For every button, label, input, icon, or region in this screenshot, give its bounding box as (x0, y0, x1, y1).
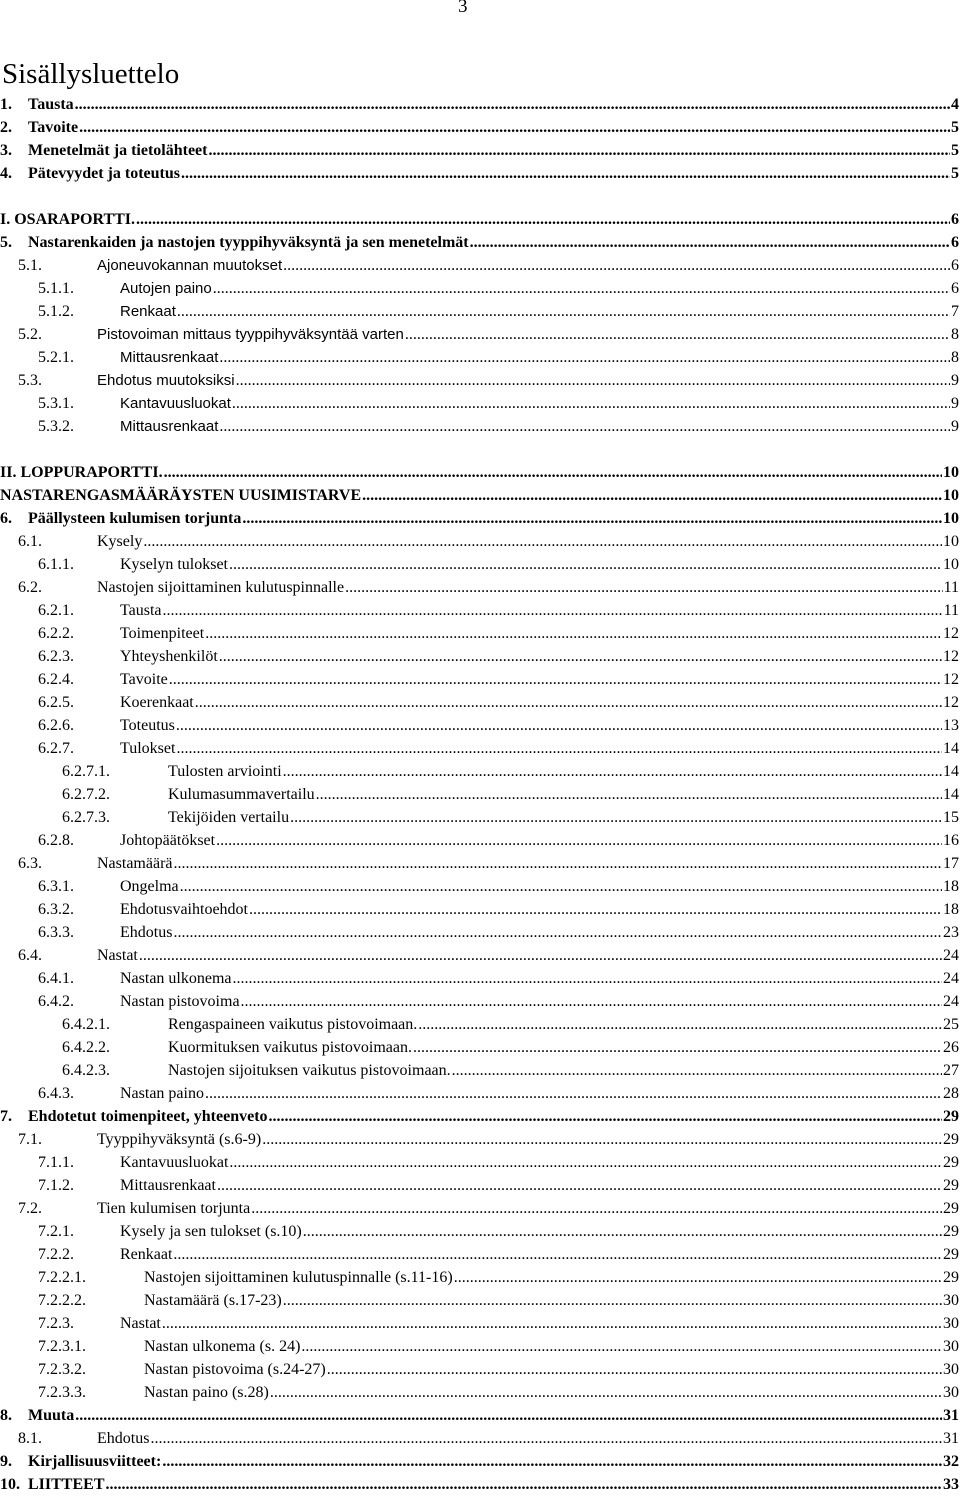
toc-entry-title: Kulumasummavertailu (168, 786, 315, 803)
toc-entry-page: 30 (943, 1338, 959, 1355)
toc-entry-number: 3. (0, 142, 12, 159)
toc-entry-title: Kuormituksen vaikutus pistovoimaan. (168, 1039, 412, 1056)
toc-entry-title: Ehdotetut toimenpiteet, yhteenveto (28, 1108, 268, 1125)
toc-entry-page: 30 (943, 1292, 959, 1309)
toc-entry[interactable] (0, 993, 959, 1016)
toc-entry[interactable] (0, 1338, 959, 1361)
toc-leader-dots (418, 1016, 942, 1034)
toc-entry-number: 6.2.8. (38, 832, 74, 849)
toc-entry-page: 7 (951, 303, 959, 320)
toc-entry-number: 6.2.7. (38, 740, 74, 757)
toc-entry[interactable] (0, 119, 959, 142)
toc-entry[interactable] (0, 1453, 959, 1476)
toc-entry-number: 6.2.5. (38, 694, 74, 711)
toc-entry-number: 7.2.3.3. (38, 1384, 86, 1401)
toc-leader-dots (79, 119, 950, 137)
toc-leader-dots (181, 165, 950, 183)
toc-entry-page: 18 (943, 901, 959, 918)
toc-entry-page: 32 (943, 1453, 959, 1470)
toc-entry-title: Nastarenkaiden ja nastojen tyyppihyväksyntä ja sen menetelmät (28, 234, 469, 251)
toc-entry-title: NASTARENGASMÄÄRÄYSTEN UUSIMISTARVE (0, 487, 362, 504)
toc-leader-dots (177, 303, 950, 321)
toc-entry[interactable] (0, 579, 959, 602)
toc-leader-dots (413, 1039, 942, 1057)
toc-entry-number: 5.3.2. (38, 418, 74, 435)
toc-entry-title: Ehdotus (120, 924, 173, 941)
toc-entry-number: 6.4. (18, 947, 42, 964)
toc-leader-dots (454, 1269, 942, 1287)
toc-entry[interactable] (0, 1476, 959, 1499)
toc-leader-dots (270, 1384, 942, 1402)
toc-entry-title: Nastat (97, 947, 138, 964)
toc-entry-title: Toteutus (120, 717, 175, 734)
toc-entry-title: Kysely ja sen tulokset (s.10) (120, 1223, 302, 1240)
toc-leader-dots (262, 1131, 942, 1149)
toc-entry[interactable] (0, 625, 959, 648)
toc-entry-number: 5.1.1. (38, 280, 74, 297)
toc-entry-title: Nastojen sijoittaminen kulutuspinnalle (97, 579, 345, 596)
toc-entry-page: 30 (943, 1384, 959, 1401)
toc-leader-dots (316, 786, 942, 804)
toc-entry-title: Kirjallisuusviitteet: (28, 1453, 162, 1470)
toc-entry[interactable] (0, 717, 959, 740)
toc-entry-number: 6.4.2.1. (62, 1016, 110, 1033)
toc-entry-page: 8 (951, 326, 959, 343)
toc-entry-page: 5 (951, 119, 959, 136)
toc-leader-dots (269, 1108, 942, 1126)
toc-entry[interactable] (0, 395, 959, 418)
toc-entry-page: 29 (943, 1154, 959, 1171)
toc-entry-title: Tyyppihyväksyntä (s.6-9) (97, 1131, 262, 1148)
toc-entry-page: 23 (943, 924, 959, 941)
toc-leader-dots (143, 533, 942, 551)
toc-entry-title: Tausta (28, 96, 74, 113)
toc-leader-dots (219, 349, 950, 367)
toc-entry-number: 7. (0, 1108, 12, 1125)
toc-entry[interactable] (0, 832, 959, 855)
toc-entry-title: Nastan paino (s.28) (144, 1384, 269, 1401)
toc-entry[interactable] (0, 1177, 959, 1200)
toc-entry-number: 7.2.3. (38, 1315, 74, 1332)
toc-entry-page: 24 (943, 947, 959, 964)
toc-leader-dots (174, 855, 942, 873)
toc-entry-number: 6.4.1. (38, 970, 74, 987)
toc-entry[interactable] (0, 878, 959, 901)
toc-leader-dots (216, 832, 942, 850)
toc-entry-title: Nastat (120, 1315, 161, 1332)
toc-entry-number: 1. (0, 96, 12, 113)
toc-entry-title: I. OSARAPORTTI. (0, 211, 136, 228)
toc-entry-number: 6.2.6. (38, 717, 74, 734)
toc-entry-title: Nastojen sijoituksen vaikutus pistovoimaan. (168, 1062, 451, 1079)
toc-entry-title: Rengaspaineen vaikutus pistovoimaan. (168, 1016, 418, 1033)
toc-leader-dots (242, 510, 942, 528)
toc-entry[interactable] (0, 1361, 959, 1384)
toc-entry-number: 8.1. (18, 1430, 42, 1447)
toc-entry-number: 7.2.2.1. (38, 1269, 86, 1286)
toc-entry-number: 6.1. (18, 533, 42, 550)
toc-leader-dots (176, 740, 942, 758)
toc-entry-number: 6.4.2.3. (62, 1062, 110, 1079)
toc-entry[interactable] (0, 740, 959, 763)
toc-entry-page: 24 (943, 993, 959, 1010)
toc-leader-dots (241, 993, 942, 1011)
toc-leader-dots (236, 372, 950, 390)
toc-leader-dots (173, 1246, 942, 1264)
toc-leader-dots (283, 763, 942, 781)
toc-entry-number: 6.2.1. (38, 602, 74, 619)
toc-entry-page: 15 (943, 809, 959, 826)
toc-entry-number: 5.3. (18, 372, 42, 389)
toc-leader-dots (301, 1338, 942, 1356)
toc-entry-page: 12 (943, 694, 959, 711)
toc-entry-page: 5 (951, 142, 959, 159)
toc-entry-title: Mittausrenkaat (120, 1177, 216, 1194)
toc-entry-title: LIITTEET (28, 1476, 105, 1493)
toc-entry-number: 9. (0, 1453, 12, 1470)
toc-entry-page: 9 (951, 395, 959, 412)
toc-entry[interactable] (0, 464, 959, 487)
toc-leader-dots (195, 694, 942, 712)
toc-leader-dots (180, 878, 942, 896)
toc-entry[interactable] (0, 1108, 959, 1131)
toc-entry-page: 29 (943, 1269, 959, 1286)
toc-entry-title: Nastamäärä (s.17-23) (144, 1292, 282, 1309)
toc-entry-page: 6 (951, 280, 959, 297)
toc-entry-number: 5.2.1. (38, 349, 74, 366)
toc-entry[interactable] (0, 165, 959, 188)
toc-entry[interactable] (0, 1016, 959, 1039)
toc-entry[interactable] (0, 556, 959, 579)
toc-leader-dots (327, 1361, 942, 1379)
toc-entry-number: 6.1.1. (38, 556, 74, 573)
toc-entry-page: 9 (951, 372, 959, 389)
toc-entry-number: 5. (0, 234, 12, 251)
toc-leader-dots (164, 464, 942, 482)
toc-entry-title: Nastan ulkonema (s. 24) (144, 1338, 301, 1355)
toc-entry-number: 5.3.1. (38, 395, 74, 412)
toc-leader-dots (176, 717, 942, 735)
toc-entry[interactable] (0, 142, 959, 165)
toc-entry[interactable] (0, 1200, 959, 1223)
toc-entry-title: Kysely (97, 533, 143, 550)
toc-leader-dots (219, 418, 950, 436)
toc-entry-number: 6.2.7.2. (62, 786, 110, 803)
toc-leader-dots (169, 671, 942, 689)
toc-entry-number: 6.2.2. (38, 625, 74, 642)
toc-entry-title: Kantavuusluokat (120, 395, 231, 412)
toc-entry-number: 6.4.2.2. (62, 1039, 110, 1056)
toc-entry[interactable] (0, 671, 959, 694)
toc-entry-page: 6 (951, 234, 959, 251)
toc-leader-dots (303, 1223, 942, 1241)
toc-entry-number: 6.2.7.3. (62, 809, 110, 826)
toc-entry-number: 7.1.1. (38, 1154, 74, 1171)
toc-leader-dots (283, 1292, 942, 1310)
toc-entry[interactable] (0, 970, 959, 993)
toc-entry-number: 7.2.3.1. (38, 1338, 86, 1355)
toc-entry-number: 7.2.2.2. (38, 1292, 86, 1309)
toc-entry[interactable] (0, 1154, 959, 1177)
toc-entry[interactable] (0, 533, 959, 556)
toc-entry-number: 6.3.3. (38, 924, 74, 941)
toc-entry-number: 8. (0, 1407, 12, 1424)
toc-entry-number: 6.2.4. (38, 671, 74, 688)
toc-entry-page: 5 (951, 165, 959, 182)
toc-leader-dots (452, 1062, 942, 1080)
toc-leader-dots (139, 947, 942, 965)
toc-entry-page: 13 (943, 717, 959, 734)
toc-entry[interactable] (0, 809, 959, 832)
toc-entry-page: 30 (943, 1315, 959, 1332)
toc-entry-number: 6.4.2. (38, 993, 74, 1010)
toc-entry[interactable] (0, 1384, 959, 1407)
toc-entry-page: 9 (951, 418, 959, 435)
toc-leader-dots (163, 602, 943, 620)
toc-entry-page: 11 (943, 579, 959, 596)
toc-entry[interactable] (0, 947, 959, 970)
toc-entry-page: 31 (943, 1430, 959, 1447)
toc-entry[interactable] (0, 1430, 959, 1453)
toc-entry[interactable] (0, 1085, 959, 1108)
toc-entry-page: 4 (951, 96, 959, 113)
toc-leader-dots (290, 809, 942, 827)
toc-entry[interactable] (0, 901, 959, 924)
toc-entry-title: Autojen paino (120, 280, 212, 297)
toc-entry-page: 16 (943, 832, 959, 849)
toc-entry-number: 7.2.3.2. (38, 1361, 86, 1378)
toc-entry-number: 5.1.2. (38, 303, 74, 320)
toc-entry[interactable] (0, 855, 959, 878)
toc-entry-title: Ehdotusvaihtoehdot (120, 901, 248, 918)
toc-entry-title: Nastamäärä (97, 855, 173, 872)
toc-leader-dots (205, 625, 942, 643)
toc-entry[interactable] (0, 1039, 959, 1062)
toc-entry-page: 28 (943, 1085, 959, 1102)
toc-entry[interactable] (0, 326, 959, 349)
toc-entry-number: 6.2. (18, 579, 42, 596)
toc-entry[interactable] (0, 303, 959, 326)
toc-entry-page: 8 (951, 349, 959, 366)
toc-entry-title: Tulosten arviointi (168, 763, 282, 780)
toc-entry-title: Muuta (28, 1407, 75, 1424)
toc-entry[interactable] (0, 1407, 959, 1430)
toc-leader-dots (75, 1407, 942, 1425)
toc-leader-dots (232, 395, 950, 413)
toc-entry[interactable] (0, 648, 959, 671)
toc-entry-page: 29 (943, 1177, 959, 1194)
toc-entry-title: Tien kulumisen torjunta (97, 1200, 251, 1217)
toc-entry-title: Tavoite (28, 119, 79, 136)
toc-entry-title: Toimenpiteet (120, 625, 205, 642)
toc-entry-page: 29 (943, 1223, 959, 1240)
toc-leader-dots (345, 579, 943, 597)
toc-entry[interactable] (0, 786, 959, 809)
toc-entry-page: 17 (943, 855, 959, 872)
toc-entry-page: 33 (943, 1476, 959, 1493)
toc-entry[interactable] (0, 234, 959, 257)
toc-leader-dots (470, 234, 950, 252)
toc-entry-title: Nastan pistovoima (s.24-27) (144, 1361, 326, 1378)
toc-entry-page: 25 (943, 1016, 959, 1033)
toc-entry[interactable] (0, 510, 959, 533)
toc-entry[interactable] (0, 1223, 959, 1246)
toc-leader-dots (251, 1200, 942, 1218)
toc-entry-title: Johtopäätökset (120, 832, 216, 849)
toc-entry[interactable] (0, 1131, 959, 1154)
toc-entry[interactable] (0, 602, 959, 625)
toc-entry-title: Ehdotus muutoksiksi (97, 372, 235, 389)
toc-leader-dots (219, 648, 942, 666)
toc-entry-title: Pätevyydet ja toteutus (28, 165, 180, 182)
toc-entry-number: 6.3.1. (38, 878, 74, 895)
toc-entry-page: 29 (943, 1246, 959, 1263)
toc-entry-title: Mittausrenkaat (120, 349, 219, 366)
toc-entry-number: 7.1. (18, 1131, 42, 1148)
toc-entry-number: 7.2.2. (38, 1246, 74, 1263)
toc-entry-page: 12 (943, 671, 959, 688)
toc-entry-number: 2. (0, 119, 12, 136)
toc-entry-title: Koerenkaat (120, 694, 194, 711)
toc-entry-number: 6.2.7.1. (62, 763, 110, 780)
toc-entry-title: Tekijöiden vertailu (168, 809, 290, 826)
toc-entry-title: Ongelma (120, 878, 179, 895)
toc-entry[interactable] (0, 280, 959, 303)
toc-entry-number: 5.1. (18, 257, 42, 274)
toc-entry-title: Nastan pistovoima (120, 993, 240, 1010)
toc-entry-page: 18 (943, 878, 959, 895)
toc-entry-page: 10 (943, 556, 959, 573)
toc-entry-title: Päällysteen kulumisen torjunta (28, 510, 242, 527)
toc-leader-dots (105, 1476, 942, 1494)
toc-entry-number: 6.3.2. (38, 901, 74, 918)
page-number: 3 (458, 0, 468, 17)
toc-entry-number: 7.2.1. (38, 1223, 74, 1240)
toc-entry-number: 6.3. (18, 855, 42, 872)
toc-entry[interactable] (0, 211, 959, 234)
toc-leader-dots (233, 970, 942, 988)
toc-entry-number: 5.2. (18, 326, 42, 343)
toc-entry-title: Renkaat (120, 1246, 173, 1263)
toc-entry-title: Nastan ulkonema (120, 970, 232, 987)
toc-entry-title: Nastojen sijoittaminen kulutuspinnalle (s.11-16) (144, 1269, 453, 1286)
toc-leader-dots (229, 556, 942, 574)
toc-entry[interactable] (0, 694, 959, 717)
toc-entry-page: 10 (943, 510, 959, 527)
toc-entry-page: 6 (951, 211, 959, 228)
toc-entry-number: 7.2. (18, 1200, 42, 1217)
toc-entry-page: 31 (943, 1407, 959, 1424)
toc-entry[interactable] (0, 487, 959, 510)
toc-entry-number: 7.1.2. (38, 1177, 74, 1194)
toc-entry-page: 11 (943, 602, 959, 619)
toc-entry-page: 14 (943, 740, 959, 757)
toc-entry-page: 24 (943, 970, 959, 987)
toc-entry[interactable] (0, 1315, 959, 1338)
toc-entry-title: Kantavuusluokat (120, 1154, 229, 1171)
toc-entry-number: 6.2.3. (38, 648, 74, 665)
toc-entry-title: Tavoite (120, 671, 168, 688)
toc-leader-dots (205, 1085, 942, 1103)
toc-entry[interactable] (0, 1269, 959, 1292)
toc-entry[interactable] (0, 257, 959, 280)
toc-entry-title: Ehdotus (97, 1430, 150, 1447)
toc-entry-title: Menetelmät ja tietolähteet (28, 142, 208, 159)
toc-entry-title: Renkaat (120, 303, 176, 320)
toc-entry-page: 6 (951, 257, 959, 274)
toc-entry-page: 10 (943, 533, 959, 550)
toc-entry-page: 14 (943, 763, 959, 780)
toc-entry-title: Yhteyshenkilöt (120, 648, 218, 665)
toc-leader-dots (362, 487, 942, 505)
toc-entry[interactable] (0, 372, 959, 395)
toc-entry[interactable] (0, 418, 959, 441)
toc-entry[interactable] (0, 1246, 959, 1269)
toc-entry-title: Pistovoiman mittaus tyyppihyväksyntää varten (97, 326, 404, 343)
toc-leader-dots (162, 1453, 942, 1471)
toc-leader-dots (283, 257, 950, 275)
toc-entry[interactable] (0, 349, 959, 372)
toc-leader-dots (249, 901, 942, 919)
toc-entry-title: Mittausrenkaat (120, 418, 219, 435)
toc-entry-title: Kyselyn tulokset (120, 556, 228, 573)
toc-entry-number: 6. (0, 510, 12, 527)
toc-entry-title: Tausta (120, 602, 162, 619)
toc-entry-number: 6.4.3. (38, 1085, 74, 1102)
toc-leader-dots (208, 142, 950, 160)
toc-entry[interactable] (0, 96, 959, 119)
toc-entry-title: Tulokset (120, 740, 176, 757)
toc-entry-page: 29 (943, 1200, 959, 1217)
toc-entry[interactable] (0, 1062, 959, 1085)
toc-entry-title: Ajoneuvokannan muutokset (97, 257, 283, 274)
toc-leader-dots (405, 326, 950, 344)
toc-entry-page: 29 (943, 1108, 959, 1125)
toc-leader-dots (213, 280, 950, 298)
toc-entry-page: 12 (943, 625, 959, 642)
toc-leader-dots (173, 924, 942, 942)
toc-entry-page: 29 (943, 1131, 959, 1148)
toc-entry-title: Nastan paino (120, 1085, 204, 1102)
toc-leader-dots (136, 211, 950, 229)
toc-entry-number: 4. (0, 165, 12, 182)
page-title: Sisällysluettelo (2, 58, 180, 90)
toc-entry[interactable] (0, 1292, 959, 1315)
toc-entry-page: 30 (943, 1361, 959, 1378)
toc-entry-page: 10 (943, 487, 959, 504)
toc-entry[interactable] (0, 763, 959, 786)
toc-leader-dots (229, 1154, 942, 1172)
toc-entry-page: 27 (943, 1062, 959, 1079)
toc-leader-dots (162, 1315, 942, 1333)
toc-entry-page: 26 (943, 1039, 959, 1056)
toc-entry-page: 14 (943, 786, 959, 803)
toc-entry-number: 10. (0, 1476, 20, 1493)
toc-leader-dots (150, 1430, 942, 1448)
toc-entry-title: II. LOPPURAPORTTI. (0, 464, 163, 481)
toc-leader-dots (75, 96, 950, 114)
toc-leader-dots (217, 1177, 942, 1195)
toc-entry-page: 12 (943, 648, 959, 665)
toc-entry[interactable] (0, 924, 959, 947)
toc-entry-page: 10 (943, 464, 959, 481)
